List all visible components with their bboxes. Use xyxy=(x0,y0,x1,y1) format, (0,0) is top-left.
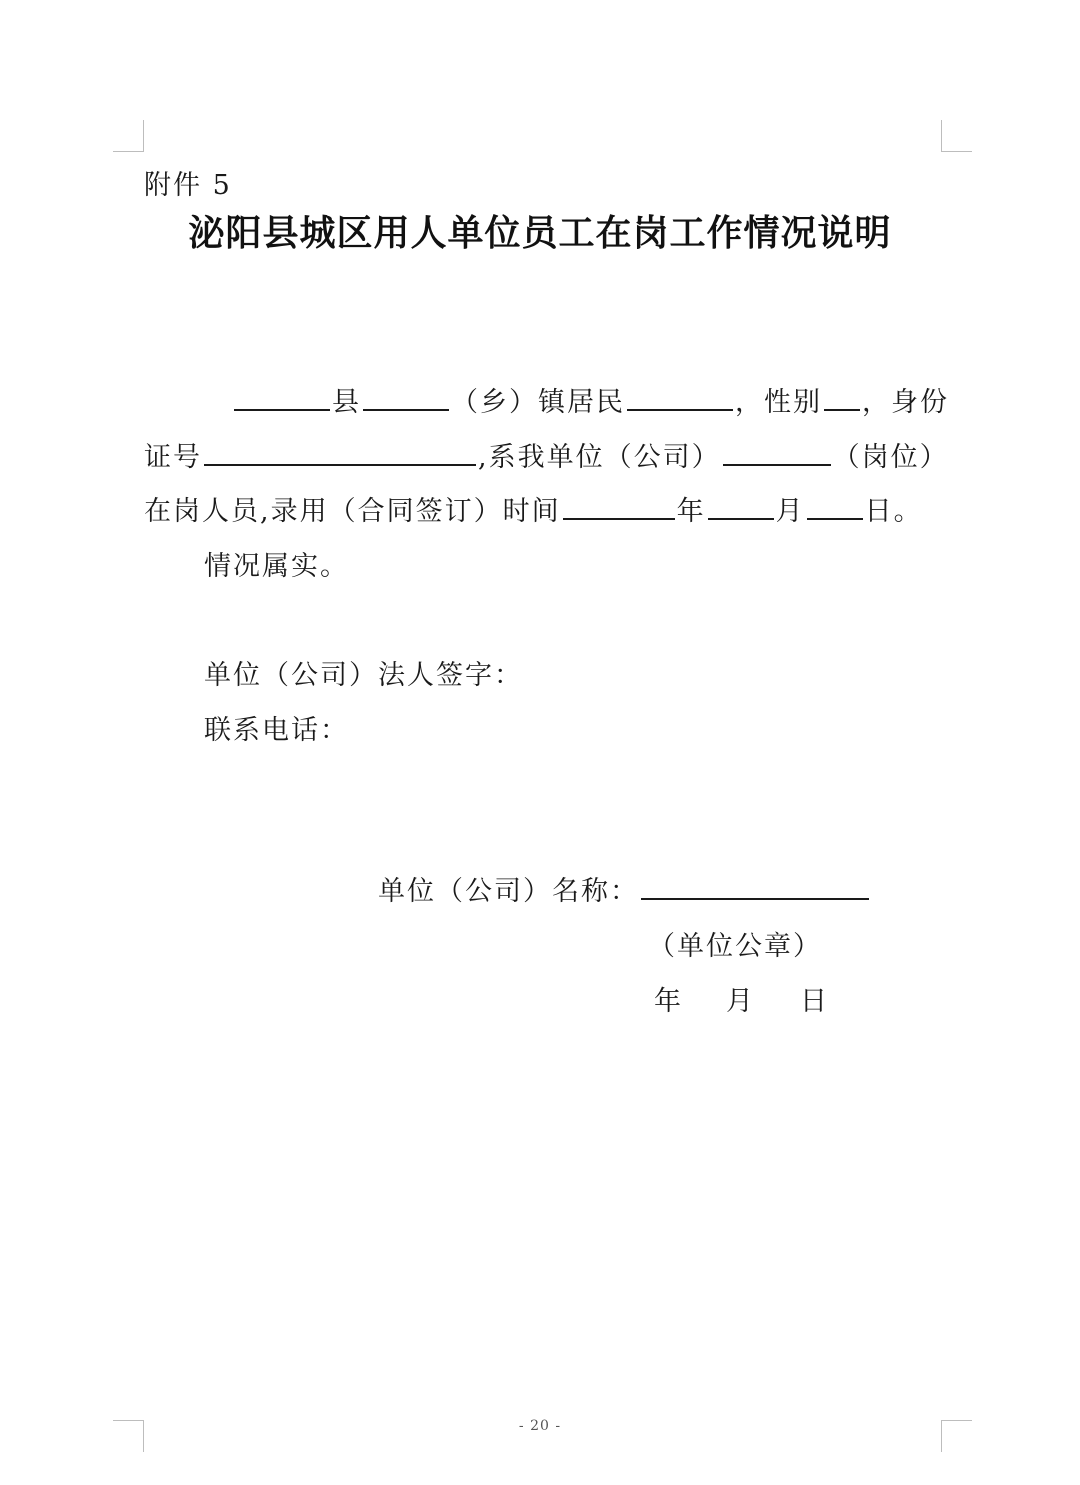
id-prefix-label: ，身份 xyxy=(862,387,949,418)
crop-mark-top-right-v xyxy=(941,120,942,152)
employer-label: ,系我单位（公司） xyxy=(478,442,721,473)
id-number-blank[interactable] xyxy=(204,444,476,466)
resident-name-blank[interactable] xyxy=(627,389,733,411)
employee-label: 在岗人员,录用（合同签订）时间 xyxy=(144,496,561,527)
county-label: 县 xyxy=(332,387,361,418)
employer-blank[interactable] xyxy=(723,444,831,466)
hire-year-blank[interactable] xyxy=(563,498,675,520)
county-blank[interactable] xyxy=(234,389,330,411)
paragraph-line-3 xyxy=(144,498,934,525)
statement-text: 情况属实。 xyxy=(204,551,349,582)
day-label: 日。 xyxy=(864,496,923,527)
seal-label: （单位公章） xyxy=(648,931,822,962)
id-suffix-label: 证号 xyxy=(144,442,202,473)
month-label: 月 xyxy=(775,496,805,527)
phone-label: 联系电话： xyxy=(204,715,349,746)
date-day-label: 日 xyxy=(800,986,829,1017)
company-name-line xyxy=(378,878,898,905)
township-label: （乡）镇居民 xyxy=(451,387,625,418)
township-blank[interactable] xyxy=(363,389,449,411)
crop-mark-top-right-h xyxy=(942,151,972,152)
hire-day-blank[interactable] xyxy=(807,498,863,520)
legal-rep-signature-label: 单位（公司）法人签字： xyxy=(204,660,523,691)
year-label: 年 xyxy=(676,496,706,527)
document-title: 泌阳县城区用人单位员工在岗工作情况说明 xyxy=(188,213,892,254)
attachment-label: 附件 5 xyxy=(144,170,232,201)
paragraph-line-1 xyxy=(232,387,949,418)
gender-blank[interactable] xyxy=(824,389,860,411)
position-label: （岗位） xyxy=(832,442,949,473)
company-name-blank[interactable] xyxy=(641,878,869,900)
gender-label: ，性别 xyxy=(735,387,822,418)
company-name-label: 单位（公司）名称： xyxy=(378,876,639,907)
page-number: - 20 - xyxy=(518,1418,562,1434)
date-year-label: 年 xyxy=(654,986,683,1017)
hire-month-blank[interactable] xyxy=(708,498,774,520)
date-month-label: 月 xyxy=(726,986,755,1017)
paragraph-line-2 xyxy=(144,442,949,473)
crop-mark-top-left-h xyxy=(113,151,143,152)
crop-mark-top-left-v xyxy=(143,120,144,152)
